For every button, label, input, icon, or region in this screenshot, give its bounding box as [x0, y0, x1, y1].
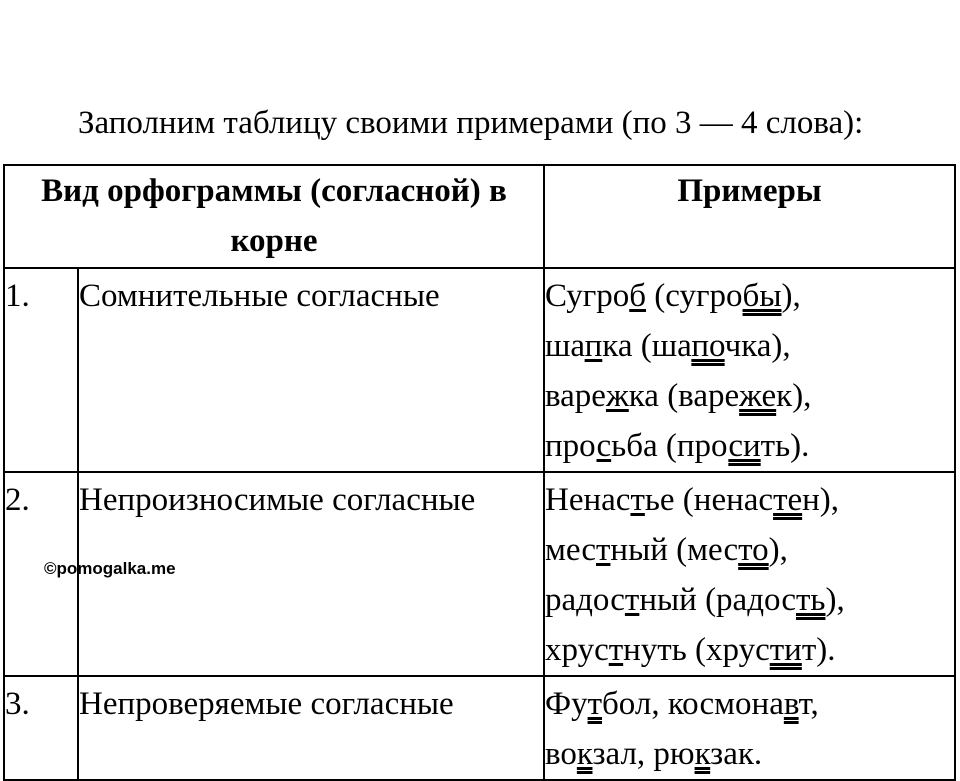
example-text: Ненас: [545, 482, 631, 518]
example-text: н),: [802, 482, 840, 518]
example-line: [545, 729, 954, 779]
example-text: чка),: [724, 328, 791, 364]
single-underlined-letter: т: [624, 582, 640, 618]
double-underlined-letters: те: [773, 482, 803, 518]
orthogram-table: [3, 164, 956, 781]
example-text: мес: [545, 532, 596, 568]
example-line: [545, 679, 954, 729]
single-underlined-letter: б: [629, 278, 647, 314]
watermark: ©pomogalka.me: [44, 559, 176, 578]
header-orthogram-type: Вид орфограммы (согласной) в корне: [4, 165, 544, 268]
example-text: т,: [798, 686, 819, 722]
examples-cell: [544, 268, 955, 472]
example-text: бол, космона: [602, 686, 784, 722]
orthogram-kind: Непроизносимые согласные: [78, 472, 544, 676]
double-underlined-letters: же: [739, 378, 777, 414]
example-line: [545, 575, 954, 625]
example-text: ),: [781, 278, 801, 314]
double-underlined-letters: си: [728, 428, 761, 464]
example-text: зал, рю: [592, 736, 695, 772]
example-line: [545, 321, 954, 371]
example-text: про: [545, 428, 597, 464]
example-text: радос: [545, 582, 625, 618]
row-number: 3.: [4, 676, 78, 780]
example-text: ть).: [760, 428, 810, 464]
single-underlined-letter: с: [596, 428, 612, 464]
example-text: ),: [768, 532, 788, 568]
example-text: ный (мес: [610, 532, 739, 568]
example-text: ье (ненас: [644, 482, 774, 518]
double-underlined-letters: ти: [769, 632, 802, 668]
examples-cell: [544, 676, 955, 780]
example-text: (сугро: [646, 278, 743, 314]
single-underlined-letter: т: [608, 632, 624, 668]
example-line: [545, 271, 954, 321]
example-line: [545, 525, 954, 575]
table-row: [4, 268, 955, 472]
single-underlined-letter: т: [630, 482, 645, 518]
example-line: [545, 421, 954, 471]
double-underlined-letters: по: [691, 328, 725, 364]
example-text: Сугро: [545, 278, 630, 314]
table-header-row: [4, 165, 955, 268]
example-text: нуть (хрус: [623, 632, 770, 668]
double-underlined-letters: в: [783, 686, 799, 722]
double-underlined-letters: к: [576, 736, 593, 772]
example-line: [545, 475, 954, 525]
example-text: т).: [801, 632, 836, 668]
example-text: Фу: [545, 686, 588, 722]
example-text: зак.: [710, 736, 763, 772]
double-underlined-letters: ть: [795, 582, 826, 618]
header-examples: Примеры: [544, 165, 955, 268]
example-text: хрус: [545, 632, 609, 668]
example-text: ьба (про: [611, 428, 729, 464]
example-text: ка (варе: [628, 378, 740, 414]
example-text: к),: [776, 378, 812, 414]
row-number: 1.: [4, 268, 78, 472]
double-underlined-letters: бы: [742, 278, 782, 314]
example-text: ша: [545, 328, 585, 364]
intro-paragraph: Заполним таблицу своими примерами (по 3 — 4 слова):: [78, 105, 864, 141]
orthogram-kind: Сомнительные согласные: [78, 268, 544, 472]
example-line: [545, 371, 954, 421]
single-underlined-letter: ж: [605, 378, 629, 414]
double-underlined-letters: т: [587, 686, 602, 722]
orthogram-kind: Непроверяемые согласные: [78, 676, 544, 780]
example-text: варе: [545, 378, 606, 414]
example-line: [545, 625, 954, 675]
single-underlined-letter: т: [596, 532, 611, 568]
double-underlined-letters: к: [694, 736, 711, 772]
examples-cell: [544, 472, 955, 676]
example-text: ка (ша: [602, 328, 692, 364]
single-underlined-letter: п: [584, 328, 603, 364]
double-underlined-letters: то: [738, 532, 769, 568]
example-text: во: [545, 736, 577, 772]
example-text: ),: [825, 582, 845, 618]
table-row: [4, 676, 955, 780]
example-text: ный (радос: [639, 582, 796, 618]
row-number: 2.: [4, 472, 78, 676]
